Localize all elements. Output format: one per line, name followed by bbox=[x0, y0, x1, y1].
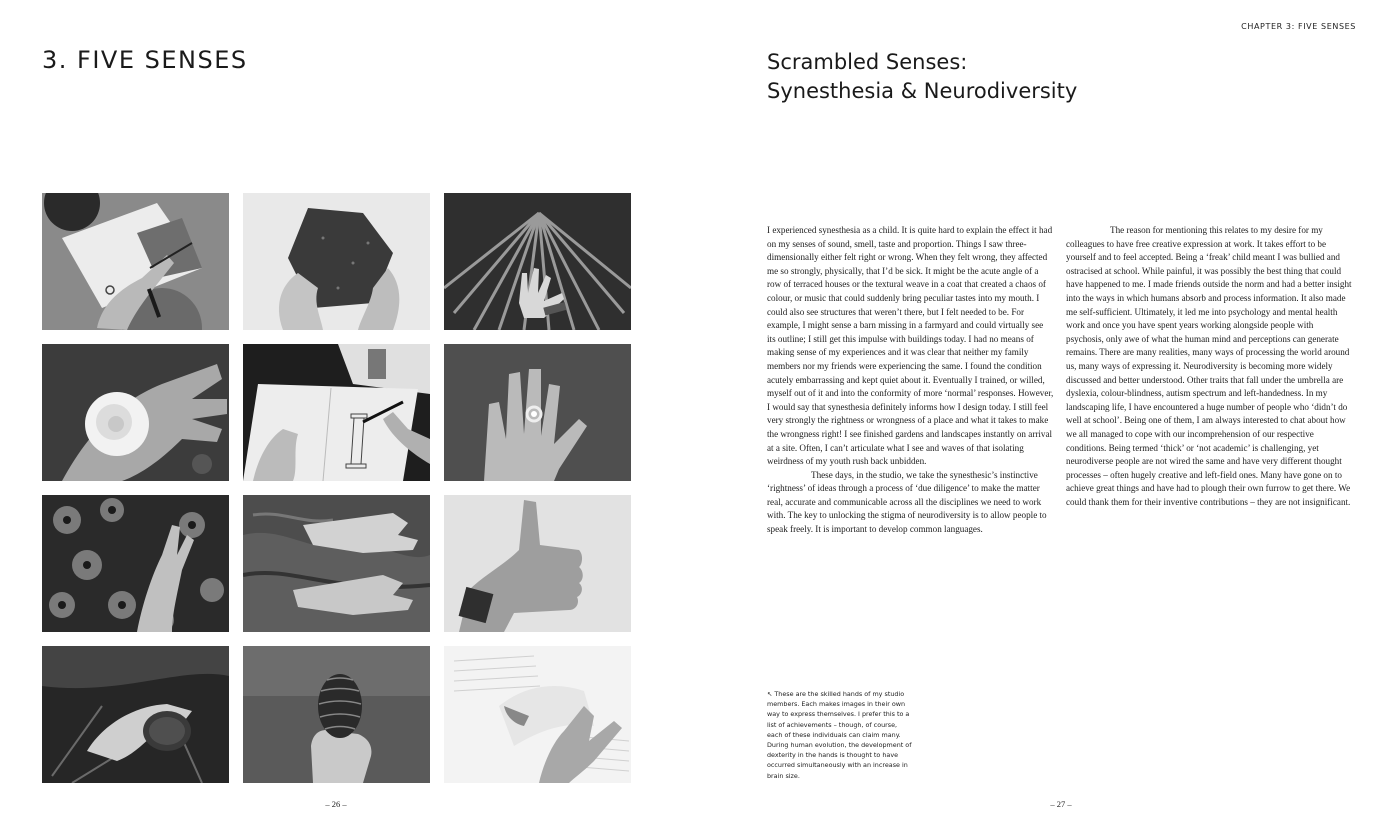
photo-grid bbox=[42, 193, 631, 783]
photo-hand-flowers bbox=[42, 495, 229, 632]
photo-caption: ↖ These are the skilled hands of my studio members. Each makes images in their own way to express themselves. I prefer this to a list of achievements – though, of course, each of these individuals can claim many. During human evolution, the development of dexterity in the hands is thought to have occurred simultaneously with an increase in brain size. bbox=[767, 690, 912, 780]
ring-hand-icon bbox=[444, 344, 631, 481]
paragraph: These days, in the studio, we take the synesthesic’s instinctive ‘rightness’ of ideas through a process of ‘due diligence’ to make the matter real, accurate and communicable across all the disciplines we need to work with. The key to unlocking the stigma of neurodiversity is to allow people to speak freely. It is important to develop common languages. bbox=[767, 469, 1047, 535]
photo-hand-book-page bbox=[444, 646, 631, 783]
photo-hand-with-ring bbox=[444, 344, 631, 481]
book-page-icon bbox=[444, 646, 631, 783]
hexagon-tile-icon bbox=[243, 193, 430, 330]
body-column-2 bbox=[1066, 224, 1353, 537]
photo-hand-white-rose bbox=[42, 344, 229, 481]
article-title-line-1: Scrambled Senses: bbox=[767, 50, 968, 74]
photo-hands-tree-bark bbox=[243, 495, 430, 632]
sketchbook-icon bbox=[243, 344, 430, 481]
photo-thumbs-up bbox=[444, 495, 631, 632]
bark-icon bbox=[243, 495, 430, 632]
running-header: CHAPTER 3: FIVE SENSES bbox=[1241, 22, 1356, 31]
article-title bbox=[767, 48, 1077, 106]
hand-writing-icon bbox=[42, 193, 229, 330]
page-number: – 27 – bbox=[1050, 799, 1072, 809]
body-text bbox=[767, 224, 1353, 537]
rose-icon bbox=[42, 344, 229, 481]
article-title-line-2: Synesthesia & Neurodiversity bbox=[767, 79, 1078, 103]
photo-hand-writing-notebook bbox=[42, 193, 229, 330]
chapter-title: 3. FIVE SENSES bbox=[42, 46, 248, 74]
page-number: – 26 – bbox=[325, 799, 347, 809]
thumbs-up-icon bbox=[444, 495, 631, 632]
paragraph: The reason for mentioning this relates to my desire for my colleagues to have free creative expression at work. It takes effort to be yourself and to feel accepted. Being a ‘freak’ child meant I was bullied and ostracised at school. While painful, it was possibly the best thing that could have happened to me. I made friends outside the norm and had a better insight into the ways in which humans absorb and process information. It also made me self-sufficient. Ultimately, it led me into psychology and mental health work and once you have spent years working alongside people with psychosis, only awe of what the human mind and perceptions can generate remains. There are many realities, many ways of processing the world around us, many ways of expressing it. Neurodiversity is becoming more widely discussed and better understood. Other traits that fall under the umbrella are dyslexia, colour-blindness, autism spectrum and left-handedness. In my landscaping life, I have encountered a huge number of people who ‘didn’t do well at school’. Being one of them, I am always interested to chat about how we all managed to cope with our incomprehension of our respective conditions. Being termed ‘thick’ or ‘not academic’ is challenging, yet neurodiverse people are not wired the same and have very different thought processes – often hugely creative and left-field ones. Many have gone on to achieve great things and have had to plough their own furrow to get there. We could thank them for their inventive contributions – they are not insignificant. bbox=[1066, 225, 1352, 507]
body-column-1 bbox=[767, 224, 1054, 537]
flowers-icon bbox=[42, 495, 229, 632]
pine-cone-icon bbox=[243, 646, 430, 783]
photo-hand-bird-nest bbox=[42, 646, 229, 783]
right-page bbox=[700, 0, 1400, 831]
photo-hands-hexagon-tile bbox=[243, 193, 430, 330]
photo-hands-sketching-column bbox=[243, 344, 430, 481]
palm-leaf-icon bbox=[444, 193, 631, 330]
photo-hand-palm-leaf bbox=[444, 193, 631, 330]
paragraph: I experienced synesthesia as a child. It is quite hard to explain the effect it had on my senses of sound, smell, taste and proportion. Things I saw three-dimensionally either felt right or wrong. When they felt wrong, they affected me so strongly, physically, that I’d be sick. It might be the acute angle of a row of terraced houses or the textural weave in a coat that created a chaos of colour, or music that could suddenly bring peculiar tastes into my mouth. I could also see structures that weren’t there, but I felt needed to be. For example, I might sense a barn missing in a farmyard and could virtually see its outline; I still get this impulse with buildings today. I had no means of making sense of my experiences and it was clear that neither my family members nor my friends were experiencing the same. I found the condition acutely embarrassing and kept quiet about it. Eventually I trained, or willed, myself out of it and into the conformity of more ‘normal’ responses. However, I would say that synesthesia definitely informs how I design today. I still feel very strongly the rightness or wrongness of a place and what it takes to make the wrongness right! I see finished gardens and landscapes instantly on arrival at a site. Often, I can’t articulate what I see and waves of that isolating weirdness of my youth rush back unbidden. bbox=[767, 225, 1054, 467]
nest-icon bbox=[42, 646, 229, 783]
photo-hand-pine-cone bbox=[243, 646, 430, 783]
